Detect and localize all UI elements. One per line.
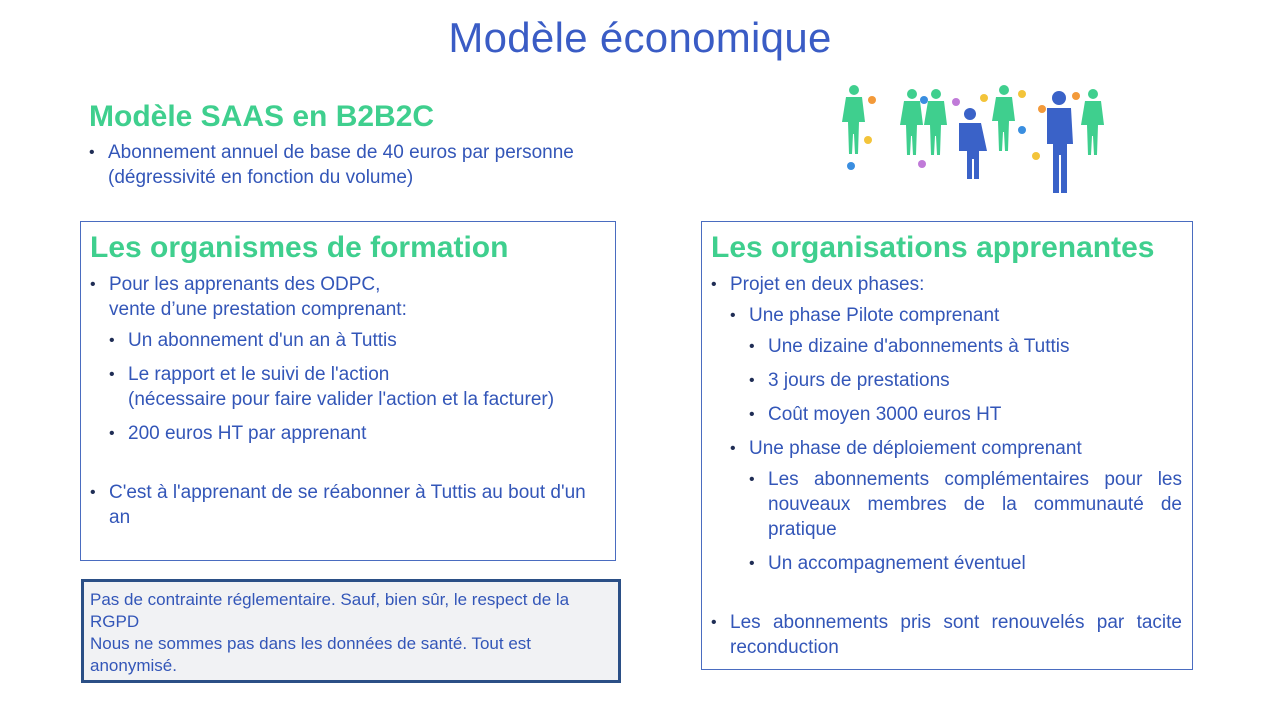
page-title: Modèle économique xyxy=(448,14,832,61)
list-item: • Un accompagnement éventuel xyxy=(749,551,1182,576)
list-item: • Une dizaine d'abonnements à Tuttis xyxy=(749,334,1182,359)
list-item xyxy=(730,303,1182,427)
list-item-line-2: (nécessaire pour faire valider l'action et la facturer) xyxy=(128,389,555,410)
list-item: • 3 jours de prestations xyxy=(749,368,1182,393)
saas-list xyxy=(89,140,649,190)
list-item xyxy=(90,272,605,446)
list-item: • Les abonnements pris sont renouvelés par tacite reconduction xyxy=(711,610,1182,660)
training-organizations-heading: Les organismes de formation xyxy=(90,231,509,264)
list-item: • Coût moyen 3000 euros HT xyxy=(749,402,1182,427)
list-item-line-2: vente d’une prestation comprenant: xyxy=(109,299,407,320)
learning-organizations-box xyxy=(701,221,1193,670)
saas-bullet-line-2: (dégressivité en fonction du volume) xyxy=(108,167,414,188)
list-item: • C'est à l'apprenant de se réabonner à Tuttis au bout d'un an xyxy=(90,480,605,530)
list-item: • Un abonnement d'un an à Tuttis xyxy=(109,328,605,353)
saas-bullet-line-1: Abonnement annuel de base de 40 euros par personne xyxy=(108,142,574,163)
list-item xyxy=(711,272,1182,576)
note-line-1: Pas de contrainte réglementaire. Sauf, bien sûr, le respect de la RGPD xyxy=(90,590,570,631)
list-item-line-1: Le rapport et le suivi de l'action xyxy=(128,364,390,385)
saas-heading: Modèle SAAS en B2B2C xyxy=(89,100,435,133)
list-item xyxy=(730,436,1182,576)
list-item-text: Projet en deux phases: xyxy=(730,274,925,295)
list-item-line-1: Pour les apprenants des ODPC, xyxy=(109,274,381,295)
learning-organizations-heading: Les organisations apprenantes xyxy=(711,231,1155,264)
training-organizations-box xyxy=(80,221,616,561)
people-community-icon xyxy=(836,80,1116,200)
list-item-text: Une phase Pilote comprenant xyxy=(749,305,1000,326)
note-line-2: Nous ne sommes pas dans les données de santé. Tout est anonymisé. xyxy=(90,634,532,675)
list-item: • 200 euros HT par apprenant xyxy=(109,421,605,446)
list-item xyxy=(109,362,605,412)
list-item-text: Une phase de déploiement comprenant xyxy=(749,438,1082,459)
saas-bullet xyxy=(89,140,649,190)
regulatory-note xyxy=(81,579,621,683)
list-item: • Les abonnements complémentaires pour les nouveaux membres de la communauté de pratique xyxy=(749,467,1182,542)
